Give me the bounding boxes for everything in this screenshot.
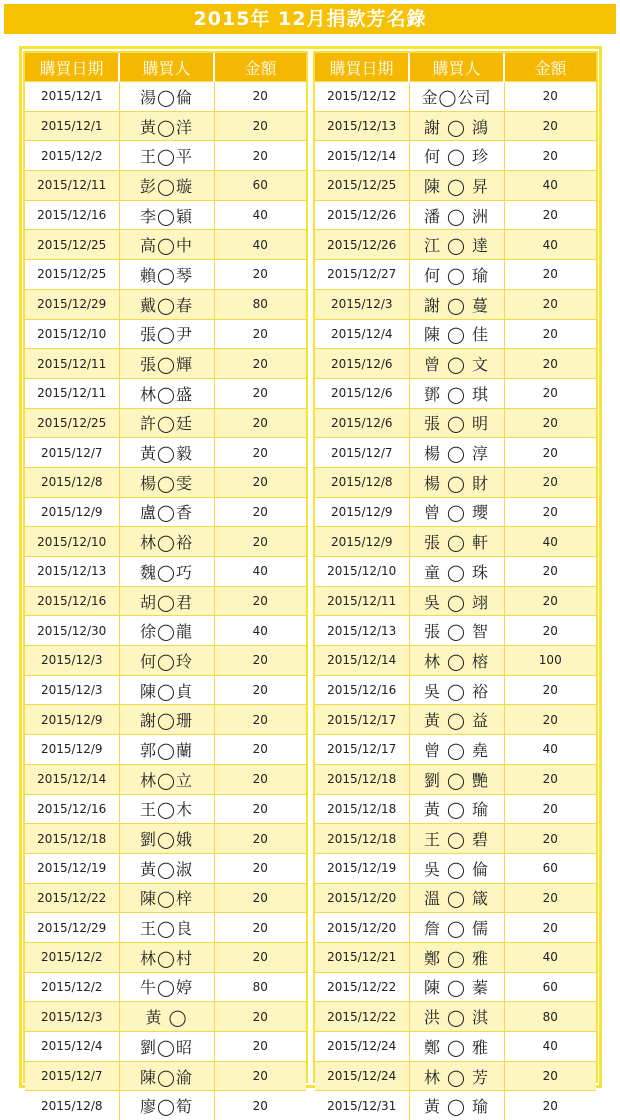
buyer-cell: 黃 ◯ 瑜	[409, 794, 504, 824]
amount-cell: 20	[504, 883, 596, 913]
amount-cell: 40	[214, 616, 306, 646]
amount-cell: 20	[214, 853, 306, 883]
buyer-cell: 陳◯梓	[119, 883, 214, 913]
amount-cell: 20	[214, 319, 306, 349]
date-cell: 2015/12/20	[315, 883, 409, 913]
amount-cell: 40	[504, 1032, 596, 1062]
table-row	[315, 1091, 596, 1120]
date-cell: 2015/12/11	[315, 586, 409, 616]
buyer-cell: 張◯輝	[119, 349, 214, 379]
amount-cell: 40	[504, 735, 596, 765]
amount-cell: 60	[504, 853, 596, 883]
amount-cell: 20	[504, 378, 596, 408]
buyer-cell: 廖◯筍	[119, 1091, 214, 1120]
table-row	[315, 557, 596, 587]
header-date: 購買日期	[25, 53, 119, 82]
amount-cell: 20	[214, 735, 306, 765]
buyer-cell: 盧◯香	[119, 497, 214, 527]
buyer-cell: 高◯中	[119, 230, 214, 260]
amount-cell: 20	[214, 497, 306, 527]
date-cell: 2015/12/10	[25, 527, 119, 557]
buyer-cell: 楊◯雯	[119, 467, 214, 497]
amount-cell: 20	[504, 319, 596, 349]
date-cell: 2015/12/18	[315, 794, 409, 824]
date-cell: 2015/12/18	[315, 764, 409, 794]
date-cell: 2015/12/1	[25, 111, 119, 141]
table-row	[25, 289, 306, 319]
buyer-cell: 吳 ◯ 裕	[409, 675, 504, 705]
table-row	[315, 853, 596, 883]
amount-cell: 40	[504, 171, 596, 201]
date-cell: 2015/12/19	[315, 853, 409, 883]
date-cell: 2015/12/9	[25, 705, 119, 735]
table-row	[25, 1061, 306, 1091]
buyer-cell: 何 ◯ 珍	[409, 141, 504, 171]
page-title: 2015年 12月捐款芳名錄	[4, 4, 616, 34]
left-donor-panel	[23, 51, 308, 1083]
date-cell: 2015/12/7	[25, 438, 119, 468]
buyer-cell: 魏◯巧	[119, 557, 214, 587]
amount-cell: 20	[504, 289, 596, 319]
amount-cell: 20	[504, 349, 596, 379]
buyer-cell: 王 ◯ 碧	[409, 824, 504, 854]
amount-cell: 20	[504, 111, 596, 141]
date-cell: 2015/12/24	[315, 1032, 409, 1062]
table-row	[25, 705, 306, 735]
table-row	[315, 913, 596, 943]
left-donor-table	[25, 53, 306, 1120]
amount-cell: 20	[504, 586, 596, 616]
table-row	[25, 883, 306, 913]
buyer-cell: 張 ◯ 明	[409, 408, 504, 438]
buyer-cell: 洪 ◯ 淇	[409, 1002, 504, 1032]
table-row	[315, 111, 596, 141]
table-row	[315, 141, 596, 171]
date-cell: 2015/12/9	[315, 497, 409, 527]
header-amount: 金額	[504, 53, 596, 82]
table-row	[315, 200, 596, 230]
table-row	[25, 230, 306, 260]
date-cell: 2015/12/25	[315, 171, 409, 201]
date-cell: 2015/12/25	[25, 260, 119, 290]
table-row	[315, 735, 596, 765]
buyer-cell: 林 ◯ 芳	[409, 1061, 504, 1091]
table-row	[315, 824, 596, 854]
amount-cell: 20	[214, 764, 306, 794]
date-cell: 2015/12/29	[25, 913, 119, 943]
table-row	[315, 378, 596, 408]
table-row	[25, 467, 306, 497]
date-cell: 2015/12/9	[25, 735, 119, 765]
table-row	[25, 171, 306, 201]
date-cell: 2015/12/10	[315, 557, 409, 587]
date-cell: 2015/12/8	[25, 467, 119, 497]
table-row	[25, 764, 306, 794]
date-cell: 2015/12/22	[315, 972, 409, 1002]
table-header-row	[315, 53, 596, 82]
buyer-cell: 胡◯君	[119, 586, 214, 616]
buyer-cell: 陳 ◯ 蓁	[409, 972, 504, 1002]
date-cell: 2015/12/27	[315, 260, 409, 290]
amount-cell: 20	[214, 82, 306, 112]
date-cell: 2015/12/7	[315, 438, 409, 468]
table-row	[315, 616, 596, 646]
amount-cell: 20	[504, 557, 596, 587]
buyer-cell: 詹 ◯ 儒	[409, 913, 504, 943]
date-cell: 2015/12/17	[315, 735, 409, 765]
buyer-cell: 曾 ◯ 瓔	[409, 497, 504, 527]
buyer-cell: 鄧 ◯ 琪	[409, 378, 504, 408]
amount-cell: 80	[504, 1002, 596, 1032]
date-cell: 2015/12/18	[315, 824, 409, 854]
date-cell: 2015/12/13	[315, 111, 409, 141]
buyer-cell: 何 ◯ 瑜	[409, 260, 504, 290]
date-cell: 2015/12/3	[315, 289, 409, 319]
buyer-cell: 林◯盛	[119, 378, 214, 408]
date-cell: 2015/12/30	[25, 616, 119, 646]
amount-cell: 20	[504, 497, 596, 527]
buyer-cell: 劉◯娥	[119, 824, 214, 854]
amount-cell: 20	[214, 586, 306, 616]
right-donor-table	[315, 53, 596, 1120]
table-row	[25, 319, 306, 349]
date-cell: 2015/12/6	[315, 378, 409, 408]
table-row	[315, 527, 596, 557]
table-row	[25, 942, 306, 972]
table-row	[25, 438, 306, 468]
date-cell: 2015/12/11	[25, 171, 119, 201]
amount-cell: 20	[504, 438, 596, 468]
buyer-cell: 吳 ◯ 翊	[409, 586, 504, 616]
date-cell: 2015/12/14	[315, 646, 409, 676]
header-date: 購買日期	[315, 53, 409, 82]
header-buyer: 購買人	[409, 53, 504, 82]
amount-cell: 20	[504, 824, 596, 854]
amount-cell: 20	[504, 616, 596, 646]
amount-cell: 20	[504, 408, 596, 438]
buyer-cell: 湯◯倫	[119, 82, 214, 112]
buyer-cell: 彭◯璇	[119, 171, 214, 201]
buyer-cell: 賴◯琴	[119, 260, 214, 290]
table-row	[315, 764, 596, 794]
amount-cell: 20	[504, 1061, 596, 1091]
date-cell: 2015/12/22	[315, 1002, 409, 1032]
amount-cell: 80	[214, 289, 306, 319]
buyer-cell: 林◯裕	[119, 527, 214, 557]
date-cell: 2015/12/21	[315, 942, 409, 972]
date-cell: 2015/12/9	[315, 527, 409, 557]
buyer-cell: 楊 ◯ 淳	[409, 438, 504, 468]
amount-cell: 20	[504, 794, 596, 824]
date-cell: 2015/12/11	[25, 349, 119, 379]
table-row	[25, 111, 306, 141]
buyer-cell: 黃 ◯ 瑜	[409, 1091, 504, 1120]
buyer-cell: 鄭 ◯ 雅	[409, 942, 504, 972]
amount-cell: 20	[214, 111, 306, 141]
amount-cell: 20	[214, 527, 306, 557]
date-cell: 2015/12/8	[315, 467, 409, 497]
date-cell: 2015/12/1	[25, 82, 119, 112]
table-row	[315, 1032, 596, 1062]
table-row	[315, 171, 596, 201]
table-row	[25, 557, 306, 587]
table-row	[315, 883, 596, 913]
table-row	[25, 141, 306, 171]
table-row	[25, 616, 306, 646]
table-row	[25, 527, 306, 557]
table-row	[25, 853, 306, 883]
buyer-cell: 王◯平	[119, 141, 214, 171]
header-amount: 金額	[214, 53, 306, 82]
amount-cell: 20	[214, 1032, 306, 1062]
date-cell: 2015/12/25	[25, 408, 119, 438]
buyer-cell: 黃◯淑	[119, 853, 214, 883]
amount-cell: 20	[504, 705, 596, 735]
amount-cell: 20	[214, 675, 306, 705]
table-row	[315, 349, 596, 379]
date-cell: 2015/12/13	[25, 557, 119, 587]
table-row	[315, 467, 596, 497]
date-cell: 2015/12/16	[315, 675, 409, 705]
date-cell: 2015/12/19	[25, 853, 119, 883]
date-cell: 2015/12/2	[25, 141, 119, 171]
date-cell: 2015/12/12	[315, 82, 409, 112]
table-row	[315, 260, 596, 290]
table-row	[315, 1002, 596, 1032]
amount-cell: 80	[214, 972, 306, 1002]
table-row	[25, 794, 306, 824]
buyer-cell: 吳 ◯ 倫	[409, 853, 504, 883]
table-row	[25, 82, 306, 112]
buyer-cell: 童 ◯ 珠	[409, 557, 504, 587]
buyer-cell: 謝 ◯ 蔓	[409, 289, 504, 319]
buyer-cell: 何◯玲	[119, 646, 214, 676]
date-cell: 2015/12/14	[25, 764, 119, 794]
amount-cell: 20	[214, 913, 306, 943]
table-row	[315, 289, 596, 319]
table-row	[315, 586, 596, 616]
date-cell: 2015/12/3	[25, 675, 119, 705]
buyer-cell: 許◯廷	[119, 408, 214, 438]
amount-cell: 20	[504, 764, 596, 794]
amount-cell: 20	[504, 467, 596, 497]
table-row	[25, 972, 306, 1002]
header-buyer: 購買人	[119, 53, 214, 82]
amount-cell: 20	[214, 1091, 306, 1120]
table-row	[25, 735, 306, 765]
date-cell: 2015/12/2	[25, 972, 119, 1002]
table-row	[315, 942, 596, 972]
buyer-cell: 徐◯龍	[119, 616, 214, 646]
date-cell: 2015/12/24	[315, 1061, 409, 1091]
buyer-cell: 江 ◯ 達	[409, 230, 504, 260]
amount-cell: 20	[214, 705, 306, 735]
amount-cell: 20	[504, 913, 596, 943]
table-row	[25, 1091, 306, 1120]
amount-cell: 20	[214, 408, 306, 438]
amount-cell: 20	[214, 467, 306, 497]
table-row	[315, 497, 596, 527]
date-cell: 2015/12/13	[315, 616, 409, 646]
date-cell: 2015/12/25	[25, 230, 119, 260]
buyer-cell: 溫 ◯ 箴	[409, 883, 504, 913]
buyer-cell: 陳◯貞	[119, 675, 214, 705]
table-row	[315, 319, 596, 349]
buyer-cell: 鄭 ◯ 雅	[409, 1032, 504, 1062]
date-cell: 2015/12/16	[25, 586, 119, 616]
buyer-cell: 張 ◯ 軒	[409, 527, 504, 557]
table-row	[25, 408, 306, 438]
buyer-cell: 黃 ◯ 益	[409, 705, 504, 735]
buyer-cell: 林 ◯ 榕	[409, 646, 504, 676]
date-cell: 2015/12/16	[25, 200, 119, 230]
table-row	[25, 200, 306, 230]
table-row	[25, 260, 306, 290]
amount-cell: 20	[214, 378, 306, 408]
date-cell: 2015/12/2	[25, 942, 119, 972]
buyer-cell: 王◯木	[119, 794, 214, 824]
date-cell: 2015/12/18	[25, 824, 119, 854]
amount-cell: 40	[504, 527, 596, 557]
amount-cell: 40	[214, 557, 306, 587]
table-row	[315, 1061, 596, 1091]
buyer-cell: 張 ◯ 智	[409, 616, 504, 646]
buyer-cell: 楊 ◯ 財	[409, 467, 504, 497]
date-cell: 2015/12/9	[25, 497, 119, 527]
date-cell: 2015/12/8	[25, 1091, 119, 1120]
amount-cell: 40	[504, 942, 596, 972]
table-row	[25, 824, 306, 854]
amount-cell: 40	[214, 230, 306, 260]
date-cell: 2015/12/17	[315, 705, 409, 735]
buyer-cell: 林◯村	[119, 942, 214, 972]
table-row	[25, 1002, 306, 1032]
amount-cell: 20	[214, 883, 306, 913]
table-row	[315, 972, 596, 1002]
buyer-cell: 戴◯春	[119, 289, 214, 319]
buyer-cell: 陳 ◯ 佳	[409, 319, 504, 349]
table-header-row	[25, 53, 306, 82]
amount-cell: 40	[214, 200, 306, 230]
buyer-cell: 黃◯洋	[119, 111, 214, 141]
date-cell: 2015/12/20	[315, 913, 409, 943]
buyer-cell: 潘 ◯ 洲	[409, 200, 504, 230]
table-row	[25, 1032, 306, 1062]
table-row	[25, 675, 306, 705]
buyer-cell: 陳◯渝	[119, 1061, 214, 1091]
table-row	[315, 408, 596, 438]
amount-cell: 40	[504, 230, 596, 260]
date-cell: 2015/12/10	[25, 319, 119, 349]
amount-cell: 20	[504, 200, 596, 230]
amount-cell: 20	[504, 260, 596, 290]
amount-cell: 100	[504, 646, 596, 676]
amount-cell: 20	[214, 349, 306, 379]
amount-cell: 20	[214, 1061, 306, 1091]
right-table-body	[315, 82, 596, 1120]
date-cell: 2015/12/4	[25, 1032, 119, 1062]
buyer-cell: 劉◯昭	[119, 1032, 214, 1062]
buyer-cell: 郭◯蘭	[119, 735, 214, 765]
table-row	[315, 82, 596, 112]
table-row	[315, 438, 596, 468]
table-row	[315, 705, 596, 735]
amount-cell: 20	[214, 824, 306, 854]
amount-cell: 20	[214, 1002, 306, 1032]
amount-cell: 20	[214, 646, 306, 676]
date-cell: 2015/12/7	[25, 1061, 119, 1091]
date-cell: 2015/12/26	[315, 200, 409, 230]
amount-cell: 20	[214, 260, 306, 290]
amount-cell: 20	[214, 942, 306, 972]
amount-cell: 20	[214, 438, 306, 468]
table-row	[315, 230, 596, 260]
buyer-cell: 劉 ◯ 艷	[409, 764, 504, 794]
amount-cell: 20	[504, 82, 596, 112]
date-cell: 2015/12/14	[315, 141, 409, 171]
buyer-cell: 曾 ◯ 文	[409, 349, 504, 379]
date-cell: 2015/12/3	[25, 646, 119, 676]
buyer-cell: 李◯穎	[119, 200, 214, 230]
table-row	[25, 913, 306, 943]
table-row	[25, 586, 306, 616]
table-row	[25, 349, 306, 379]
table-row	[315, 675, 596, 705]
right-donor-panel	[313, 51, 598, 1083]
amount-cell: 20	[504, 141, 596, 171]
table-row	[25, 497, 306, 527]
buyer-cell: 林◯立	[119, 764, 214, 794]
buyer-cell: 曾 ◯ 堯	[409, 735, 504, 765]
buyer-cell: 謝◯珊	[119, 705, 214, 735]
buyer-cell: 金◯公司	[409, 82, 504, 112]
date-cell: 2015/12/26	[315, 230, 409, 260]
date-cell: 2015/12/6	[315, 349, 409, 379]
table-row	[315, 794, 596, 824]
buyer-cell: 王◯良	[119, 913, 214, 943]
buyer-cell: 謝 ◯ 鴻	[409, 111, 504, 141]
buyer-cell: 牛◯婷	[119, 972, 214, 1002]
date-cell: 2015/12/29	[25, 289, 119, 319]
date-cell: 2015/12/4	[315, 319, 409, 349]
table-row	[25, 646, 306, 676]
left-table-body	[25, 82, 306, 1120]
date-cell: 2015/12/31	[315, 1091, 409, 1120]
date-cell: 2015/12/11	[25, 378, 119, 408]
buyer-cell: 黃 ◯	[119, 1002, 214, 1032]
amount-cell: 20	[504, 675, 596, 705]
amount-cell: 60	[214, 171, 306, 201]
date-cell: 2015/12/3	[25, 1002, 119, 1032]
date-cell: 2015/12/22	[25, 883, 119, 913]
buyer-cell: 黃◯毅	[119, 438, 214, 468]
buyer-cell: 陳 ◯ 昇	[409, 171, 504, 201]
date-cell: 2015/12/16	[25, 794, 119, 824]
amount-cell: 20	[214, 141, 306, 171]
amount-cell: 60	[504, 972, 596, 1002]
buyer-cell: 張◯尹	[119, 319, 214, 349]
table-row	[315, 646, 596, 676]
amount-cell: 20	[504, 1091, 596, 1120]
amount-cell: 20	[214, 794, 306, 824]
table-row	[25, 378, 306, 408]
date-cell: 2015/12/6	[315, 408, 409, 438]
